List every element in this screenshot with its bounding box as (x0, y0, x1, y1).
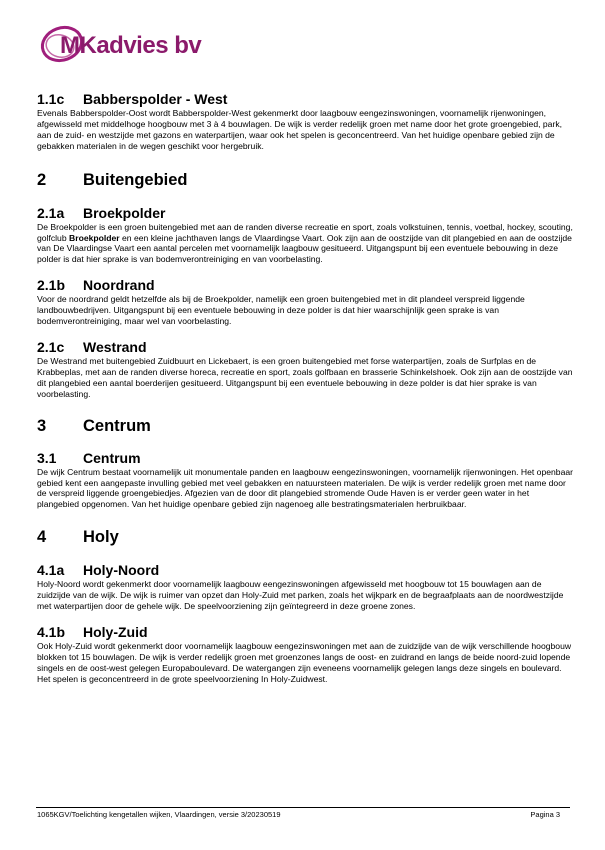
chapter-number: 4 (37, 528, 47, 547)
section-number: 4.1b (37, 623, 66, 640)
chapter-number: 2 (37, 170, 47, 189)
section-heading (37, 277, 573, 294)
section-body: Voor de noordrand geldt hetzelfde als bij de Broekpolder, namelijk een groen buitengebied met in dit plandeel verspreid liggende landbouwbedrijven. Uitgangspunt bij een eventuele bebouwing in deze polder is dat hier waarschijnlijk geen sprake is van bodemverontreiniging, maar wel van voorbelasting. (37, 294, 525, 327)
section-number: 1.1c (37, 91, 65, 107)
section-heading (37, 91, 573, 108)
section-heading (37, 339, 573, 356)
body-text: De Broekpolder is een groen buitengebied met aan de randen diverse recreatie en sport, zoals volkstuinen, tennis, voetbal, hockey, scouting, golfclub (37, 221, 573, 243)
body-bold-text: Broekpolder (69, 232, 120, 243)
section-number: 2.1b (37, 277, 66, 294)
footer-divider (36, 807, 570, 808)
section-number: 2.1c (37, 338, 65, 355)
section-heading (37, 205, 573, 222)
section-body: De wijk Centrum bestaat voornamelijk uit monumentale panden en laagbouw eengezinswoningen, voornamelijk rijenwoningen. Het openbaar gebied kent een aangepaste invulling gebied met veel gebakken en natuursteen materialen. De wijk is verder redelijk groen met name door de verspreid liggende groengebiedjes. Afgezien van de door dit plangebied stromende Oude Haven is er verder geen water in het plangebied opgenomen. Van het huidige openbare gebied zijn nagenoeg alle bestratingsmaterialen herbruikbaar. (37, 466, 573, 510)
chapter-title: Centrum (83, 416, 151, 435)
section-heading (37, 562, 573, 579)
section-title: Broekpolder (83, 204, 166, 221)
chapter-heading (37, 527, 573, 547)
section-body: De Westrand met buitengebied Zuidbuurt en Lickebaert, is een groen buitengebied met forse waterpartijen, zoals de Surfplas en de Krabbeplas, met aan de randen diverse horeca, recreatie en sport, zoals golfbaan en brasserie Schinkelshoek. Ook zijn aan de oostzijde van dit plangebied een aantal boerderijen gesitueerd. Uitgangspunt bij een eventuele bebouwing in deze polder is dat hier sprake is van voorbelasting. (37, 355, 573, 399)
chapter-heading (37, 416, 573, 436)
section-title: Centrum (83, 449, 141, 466)
section-title: Holy-Noord (83, 562, 160, 579)
section-title: Holy-Zuid (83, 623, 148, 640)
chapter-title: Holy (83, 528, 119, 547)
document-content (37, 91, 573, 685)
chapter-number: 3 (37, 416, 47, 435)
section-number: 2.1a (37, 204, 65, 221)
footer-page-number: Pagina 3 (530, 810, 560, 819)
section-heading (37, 624, 573, 641)
section-number: 3.1 (37, 449, 57, 466)
section-body: Evenals Babberspolder-Oost wordt Babberspolder-West gekenmerkt door laagbouw eengezinswoningen, voornamelijk rijenwoningen, afgewisseld met middelhoge hoogbouw met 3 à 4 bouwlagen. De wijk is verder redelijk groen met name door het grote groengebied, park, aan de zuid- en westzijde met gazons en waterpartijen, waar ook het spelen is geconcentreerd. Van het huidige openbare gebied zijn de gebakken materialen in de wegen geschikt voor hergebruik. (37, 108, 562, 151)
section-heading (37, 450, 573, 467)
company-logo (36, 20, 236, 70)
section-title: Noordrand (83, 277, 155, 294)
chapter-heading (37, 170, 573, 190)
section-title: Babberspolder - West (83, 91, 228, 107)
section-body: Holy-Noord wordt gekenmerkt door voornamelijk laagbouw eengezinswoningen afgewisseld met hoogbouw tot 15 bouwlagen aan de zuidzijde van de wijk. De wijk is ruimer van opzet dan Holy-Zuid met parken, zoals het wijkpark en de begraafplaats aan de noordwestzijde met waterpartijen door de gehele wijk. De speelvoorziening zijn geïntegreerd in deze groene zones. (37, 579, 564, 612)
footer-document-reference: 1065KGV/Toelichting kengetallen wijken, Vlaardingen, versie 3/20230519 (37, 810, 281, 819)
section-body (37, 222, 573, 266)
section-body: Ook Holy-Zuid wordt gekenmerkt door voornamelijk laagbouw eengezinswoningen met aan de zuidzijde van de wijk verschillende hoogbouw blokken tot 15 bouwlagen. De wijk is verder redelijk groen met groenzones langs de oost- en zuidrand en langs de beide noord-zuid lopende singels en de oost-west gelegen Europaboulevard. De watergangen zijn eveneens voornamelijk gelegen langs deze singels en boulevard. Het spelen is geconcentreerd in de grote speelvoorziening In Holy-Zuidwest. (37, 640, 572, 684)
section-number: 4.1a (37, 562, 65, 579)
chapter-title: Buitengebied (83, 170, 188, 189)
logo-text: MKadvies bv (60, 32, 202, 59)
section-title: Westrand (83, 338, 147, 355)
body-text: en een kleine jachthaven langs de Vlaardingse Vaart. Ook zijn aan de oostzijde van dit plangebied en aan de oostzijde van De Vlaardingse Vaart een aantal percelen met voornamelijk laagbouw gesitueerd. Uitgangspunt bij een eventuele bebouwing in deze polder is dat hier sprake is van bodemverontreiniging en van voorbelasting. (37, 232, 572, 265)
